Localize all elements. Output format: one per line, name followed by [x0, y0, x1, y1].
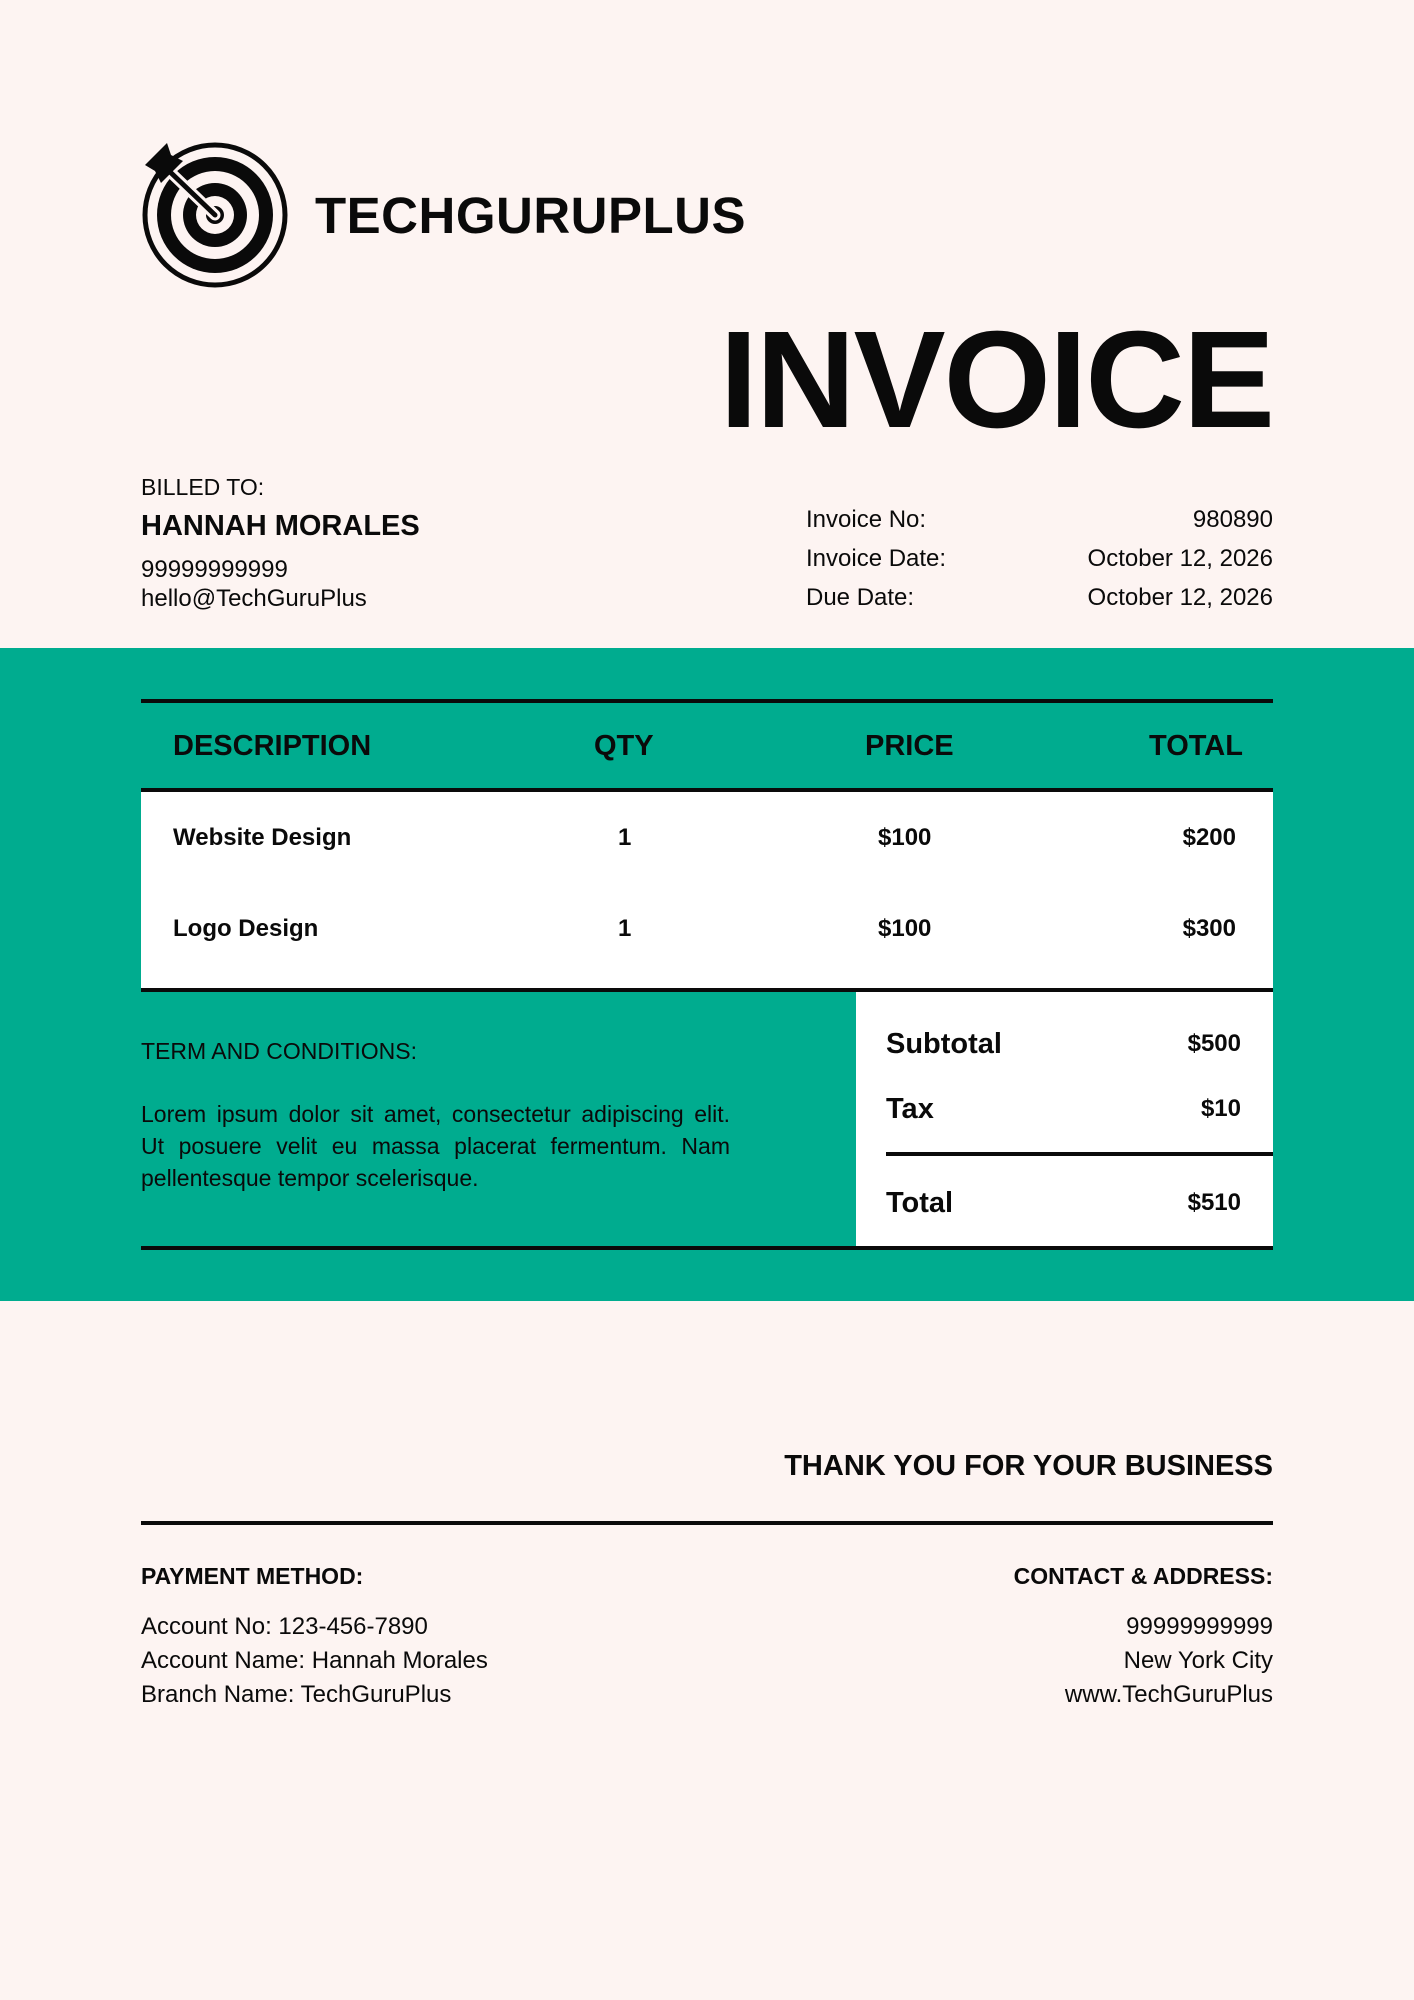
- invoice-number-row: [806, 504, 1273, 536]
- invoice-title: INVOICE: [719, 303, 1273, 457]
- table-top-divider: [141, 699, 1273, 703]
- invoice-date-value: October 12, 2026: [1087, 545, 1273, 572]
- branch-name: Branch Name: TechGuruPlus: [141, 1681, 452, 1708]
- payment-method-label: PAYMENT METHOD:: [141, 1563, 364, 1589]
- invoice-number-value: 980890: [1192, 506, 1273, 533]
- subtotal-value: $500: [1187, 1030, 1241, 1057]
- invoice-date-label: Invoice Date:: [806, 545, 947, 572]
- contact-website: www.TechGuruPlus: [1064, 1681, 1273, 1708]
- row-qty: 1: [618, 824, 632, 851]
- header-price: PRICE: [865, 730, 954, 762]
- invoice-number-label: Invoice No:: [806, 506, 927, 533]
- thank-you-message: THANK YOU FOR YOUR BUSINESS: [784, 1450, 1273, 1482]
- client-phone: 99999999999: [141, 556, 288, 583]
- terms-label: TERM AND CONDITIONS:: [141, 1038, 418, 1064]
- row-price: $100: [878, 915, 932, 942]
- due-date-row: [806, 582, 1273, 614]
- client-name: HANNAH MORALES: [141, 510, 420, 542]
- row-total: $200: [1182, 824, 1236, 851]
- row-price: $100: [878, 824, 932, 851]
- totals-divider: [886, 1152, 1273, 1156]
- row-qty: 1: [618, 915, 632, 942]
- client-email: hello@TechGuruPlus: [141, 585, 367, 612]
- footer-divider: [141, 1521, 1273, 1525]
- contact-city: New York City: [1123, 1647, 1273, 1674]
- target-arrow-icon: [141, 141, 289, 289]
- section-bottom-divider: [141, 1246, 1273, 1250]
- tax-value: $10: [1200, 1095, 1241, 1122]
- total-value: $510: [1187, 1189, 1241, 1216]
- due-date-value: October 12, 2026: [1087, 584, 1273, 611]
- header-qty: QTY: [594, 730, 654, 762]
- due-date-label: Due Date:: [806, 584, 915, 611]
- header-total: TOTAL: [1149, 730, 1243, 762]
- tax-label: Tax: [886, 1093, 934, 1125]
- header-description: DESCRIPTION: [173, 730, 372, 762]
- total-label: Total: [886, 1187, 954, 1219]
- invoice-date-row: [806, 543, 1273, 575]
- account-number: Account No: 123-456-7890: [141, 1613, 428, 1640]
- billed-to-label: BILLED TO:: [141, 474, 265, 500]
- row-description: Logo Design: [173, 915, 319, 942]
- account-name: Account Name: Hannah Morales: [141, 1647, 488, 1674]
- row-total: $300: [1182, 915, 1236, 942]
- row-description: Website Design: [173, 824, 352, 851]
- contact-phone: 99999999999: [1126, 1613, 1273, 1640]
- terms-text: Lorem ipsum dolor sit amet, consectetur adipiscing elit. Ut posuere velit eu massa placerat fermentum. Nam pellentesque tempor scelerisque.: [141, 1101, 730, 1191]
- subtotal-label: Subtotal: [886, 1028, 1002, 1060]
- company-name: TECHGURUPLUS: [315, 187, 747, 244]
- contact-address-label: CONTACT & ADDRESS:: [1013, 1563, 1273, 1589]
